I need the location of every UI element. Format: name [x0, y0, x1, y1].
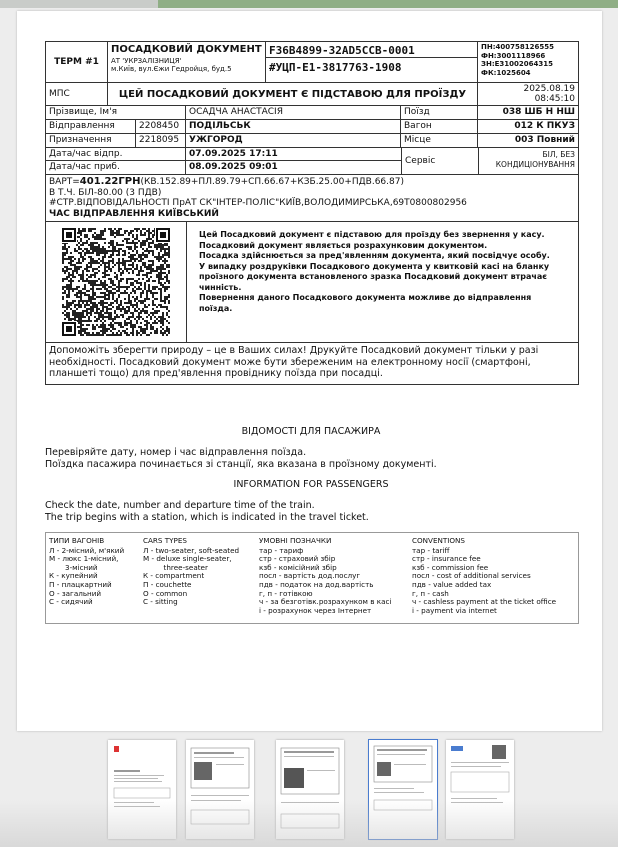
insurer-line: #СТР.ВІДПОВІДАЛЬНОСТІ ПрАТ СК"ІНТЕР-ПОЛІС"КИЇВ,ВОЛОДИМИРСЬКА,69Т0800802956	[49, 198, 467, 208]
thumbnail-page-3[interactable]	[276, 740, 344, 839]
arrival-datetime-label: Дата/час приб.	[46, 161, 186, 174]
seat-number: 003 Повний	[514, 135, 575, 145]
legend-car-types-ua: ТИПИ ВАГОНІВ Л - 2-місний, м'який М - люкс 1-місний, 3-місний К - купейний П - плацкартний О - загальний С - сидячий	[49, 536, 125, 607]
destination-code: 2218095	[136, 134, 186, 147]
destination-station: УЖГОРОД	[186, 134, 401, 147]
price-total: 401.22ГРН	[79, 176, 141, 187]
name-label: Прізвище, Ім'я	[46, 106, 186, 119]
doc-type: ПОСАДКОВИЙ ДОКУМЕНТ	[111, 44, 262, 55]
passenger-name: ОСАДЧА АНАСТАСІЯ	[186, 106, 401, 119]
qr-code-icon	[55, 228, 177, 336]
train-number: 038 ШБ Н НШ	[502, 107, 575, 117]
eco-note: Допоможіть зберегти природу – це в Ваших силах! Друкуйте Посадковий документ тільки у разі необхідності. Посадковий документ може бути збереженим на електронному носії (смартфоні, планшеті тощо) для пред'явлення провіднику поїзда при посадці.	[49, 345, 539, 379]
top-strip	[0, 0, 618, 8]
fiscal-info: ПН:400758126555 ФН:3001118966 ЗН:Е31002064315 ФК:1025604	[481, 43, 554, 77]
mps-label: МПС	[46, 83, 108, 105]
doc-code: #УЦП-Е1-3817763-1908	[269, 61, 402, 74]
info-en-title: INFORMATION FOR PASSENGERS	[233, 479, 389, 490]
destination-label: Призначення	[46, 134, 136, 147]
thumbnail-page-4-current[interactable]	[369, 740, 437, 839]
thumbnail-page-4-preview-icon	[369, 740, 437, 839]
issuer-line-2: м.Київ, вул.Єжи Гедройця, буд.5	[111, 65, 232, 73]
legend-conventions-en: CONVENTIONS тар - tariff стр - insurance fee кзб - commission fee посл - cost of additional services пдв - value added tax г, п - cash ч - cashless payment at the ticket office і - payment via internet	[412, 536, 557, 615]
thumbnail-page-2[interactable]	[186, 740, 254, 839]
issuer-line-1: АТ 'УКРЗАЛІЗНИЦЯ'	[111, 57, 182, 65]
page-thumbnails	[0, 735, 618, 847]
departure-label: Відправлення	[46, 120, 136, 133]
document-page	[17, 11, 602, 731]
train-label: Поїзд	[401, 106, 478, 119]
doc-id: F36B4899-32AD5CCB-0001	[266, 42, 477, 58]
timezone-note: ЧАС ВІДПРАВЛЕННЯ КИЇВСЬКИЙ	[49, 208, 219, 219]
basis-statement: ЦЕЙ ПОСАДКОВИЙ ДОКУМЕНТ Є ПІДСТАВОЮ ДЛЯ ПРОЇЗДУ	[108, 83, 478, 105]
service-label: Сервіс	[402, 148, 479, 174]
info-en-text: Check the date, number and departure time of the train. The trip begins with a station, which is indicated in the travel ticket.	[45, 500, 369, 523]
thumbnail-page-1-preview-icon	[108, 740, 176, 839]
legend-conventions-ua: УМОВНІ ПОЗНАЧКИ тар - тариф стр - страховий збір кзб - комісійний збір посл - вартість дод.послуг пдв - податок на дод.вартість г, п - готівкою ч - за безготівк.розрахунком в касі і - розрахунок через Інтернет	[259, 536, 392, 615]
issue-datetime: 2025.08.19 08:45:10	[523, 84, 575, 104]
price-breakdown: (КВ.152.89+ПЛ.89.79+СП.66.67+КЗБ.25.00+ПДВ.66.87)	[140, 177, 404, 187]
arrival-datetime: 08.09.2025 09:01	[189, 162, 278, 172]
info-ua-title: ВІДОМОСТІ ДЛЯ ПАСАЖИРА	[241, 426, 381, 437]
departure-datetime-label: Дата/час відпр.	[46, 148, 186, 160]
thumbnail-page-5-preview-icon	[446, 740, 514, 839]
terminal-label: ТЕРМ #1	[46, 42, 108, 82]
seat-label: Місце	[401, 134, 478, 147]
thumbnail-page-2-preview-icon	[186, 740, 254, 839]
qr-code-area	[46, 222, 187, 342]
price-line: ВАРТ=401.22ГРН(КВ.152.89+ПЛ.89.79+СП.66.67+КЗБ.25.00+ПДВ.66.87)	[49, 176, 404, 187]
thumbnail-page-1[interactable]	[108, 740, 176, 839]
departure-datetime: 07.09.2025 17:11	[189, 149, 278, 159]
departure-station: ПОДІЛЬСЬК	[186, 120, 401, 133]
legend-car-types-en: CARS TYPES Л - two-seater, soft-seated М - deluxe single-seater, three-seater К - compartment П - couchette О - common С - sitting	[143, 536, 240, 607]
top-strip-banner	[158, 0, 618, 8]
ticket-conditions: Цей Посадковий документ є підставою для проїзду без звернення у касу. Посадковий документ являється розрахунковим документом. Посадка здійснюється за пред'явленням документа, який посвідчує особу. У випадку роздруківки Посадкового документа у квитковій касі на бланку проїзного документа встановленого зразка Посадковий документ втрачає чинність. Повернення даного Посадкового документа можливе до відправлення поїзда.	[199, 230, 550, 313]
price-block	[46, 175, 578, 222]
service-value: БІЛ, БЕЗ КОНДИЦІОНУВАННЯ	[495, 150, 575, 169]
departure-code: 2208450	[136, 120, 186, 133]
thumbnail-page-5[interactable]	[446, 740, 514, 839]
car-label: Вагон	[401, 120, 478, 133]
legend-table	[45, 532, 579, 624]
car-number: 012 К ПКУЗ	[514, 121, 575, 131]
price-vat-line: В Т.Ч. БІЛ-80.00 (3 ПДВ)	[49, 187, 162, 198]
info-ua-text: Перевіряйте дату, номер і час відправлення поїзда. Поїздка пасажира починається зі станції, яка вказана в проїзному документі.	[45, 447, 437, 470]
boarding-ticket	[45, 41, 579, 385]
thumbnail-page-3-preview-icon	[276, 740, 344, 839]
